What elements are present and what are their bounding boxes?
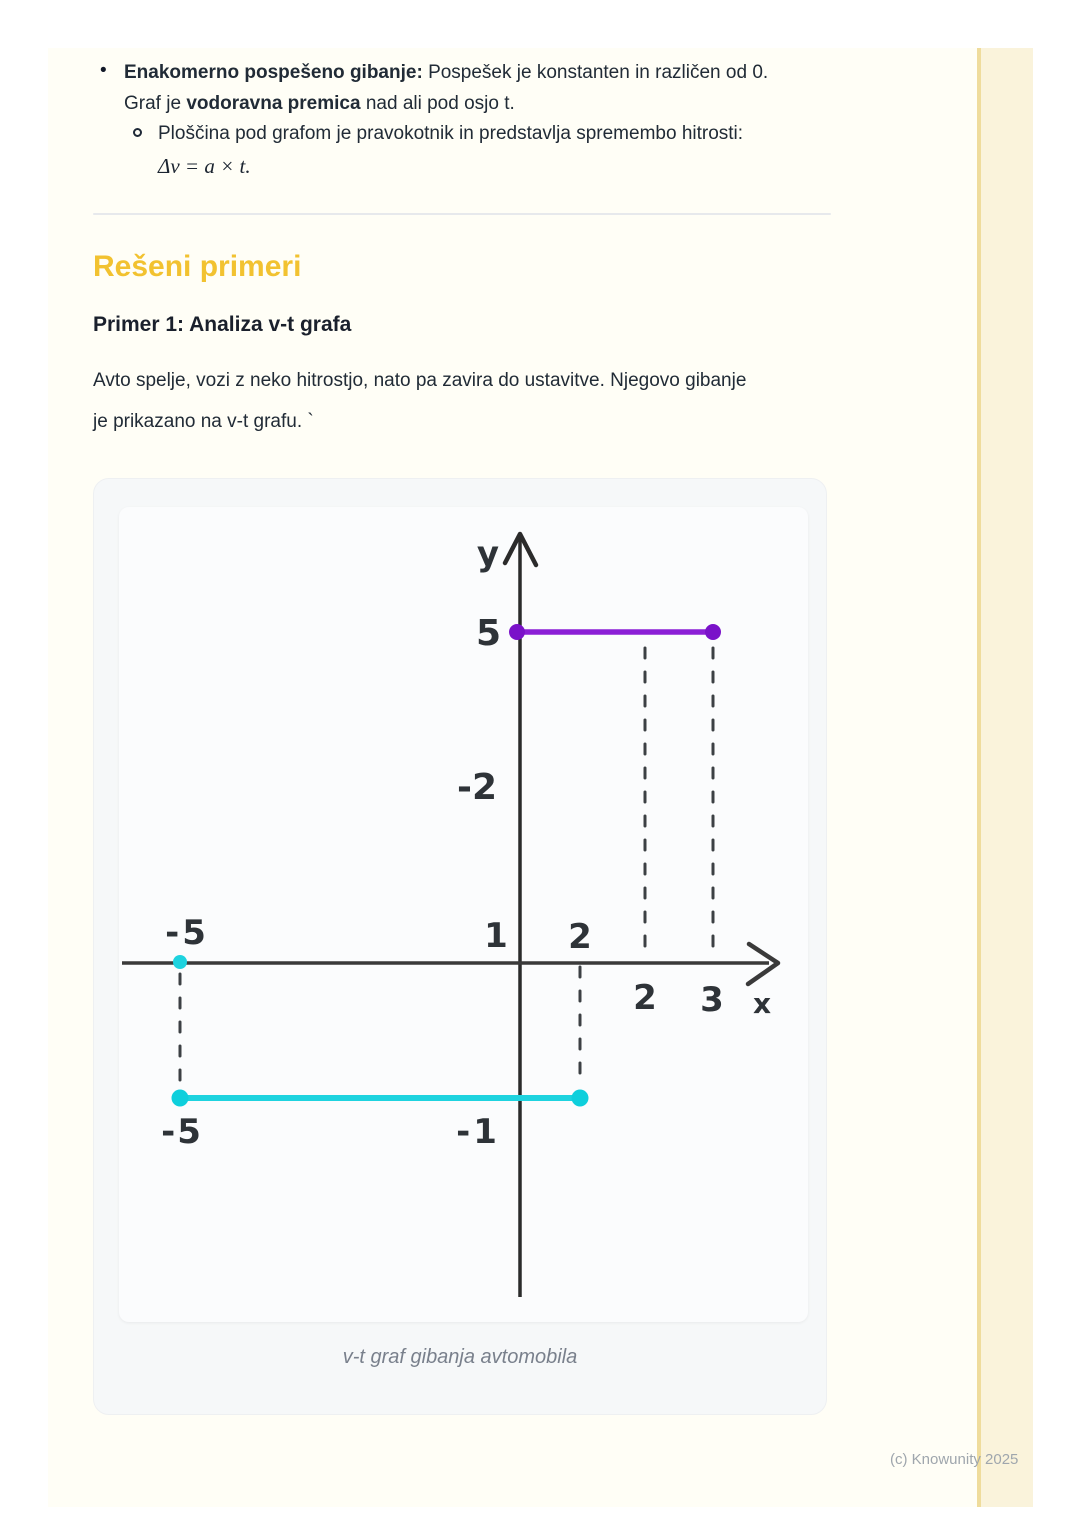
sub-bullet-line: [158, 119, 743, 149]
x-axis-label: x: [752, 987, 772, 1020]
tick-minus2: -2: [457, 767, 497, 808]
copyright-text: (c) Knowunity 2025: [890, 1451, 1019, 1468]
purple-point-right: [705, 624, 721, 640]
bullet-dot-icon: •: [100, 60, 107, 81]
bullet-line-1: [124, 58, 768, 88]
purple-point-left: [509, 624, 525, 640]
y-axis-label: y: [476, 534, 500, 574]
bullet-bold-text: Enakomerno pospešeno gibanje:: [124, 62, 423, 83]
tick-2-upper: 2: [568, 917, 592, 957]
cyan-point-on-axis: [173, 955, 187, 969]
tick-minus5-bottom: -5: [161, 1112, 203, 1152]
formula-text: Δv = a × t.: [158, 154, 251, 178]
tick-2-lower: 2: [633, 978, 657, 1018]
paragraph-line-2: je prikazano na v-t grafu. `: [93, 411, 314, 432]
bullet-line2-pre: Graf je: [124, 93, 182, 114]
example-title: Primer 1: Analiza v-t grafa: [93, 313, 352, 336]
tick-1-upper: 1: [484, 916, 508, 956]
sub-bullet-text: Ploščina pod grafom je pravokotnik in predstavlja spremembo hitrosti:: [158, 123, 744, 144]
page-edge-margin: [981, 48, 1033, 1507]
graph-image: [119, 507, 808, 1322]
cyan-point-left: [172, 1090, 189, 1107]
bullet-line2-bold: vodoravna premica: [186, 93, 361, 114]
bullet-line2-post: nad ali pod osjo t.: [365, 93, 515, 114]
section-divider: [93, 213, 831, 215]
vt-graph-svg: [119, 507, 808, 1322]
section-heading: Rešeni primeri: [93, 250, 302, 283]
paragraph-line-1: Avto spelje, vozi z neko hitrostjo, nato pa zavira do ustavitve. Njegovo gibanje: [93, 370, 747, 391]
bullet-rest-text: Pospešek je konstanten in različen od 0.: [428, 62, 769, 83]
circle-bullet-icon: [133, 128, 142, 137]
tick-minus5-top: -5: [165, 913, 209, 953]
cyan-point-right: [572, 1090, 589, 1107]
bullet-line-2: [124, 89, 515, 119]
tick-3-lower: 3: [700, 980, 724, 1020]
figure-caption: v-t graf gibanja avtomobila: [342, 1346, 578, 1368]
tick-minus1: -1: [456, 1112, 500, 1152]
tick-5: 5: [475, 613, 501, 654]
